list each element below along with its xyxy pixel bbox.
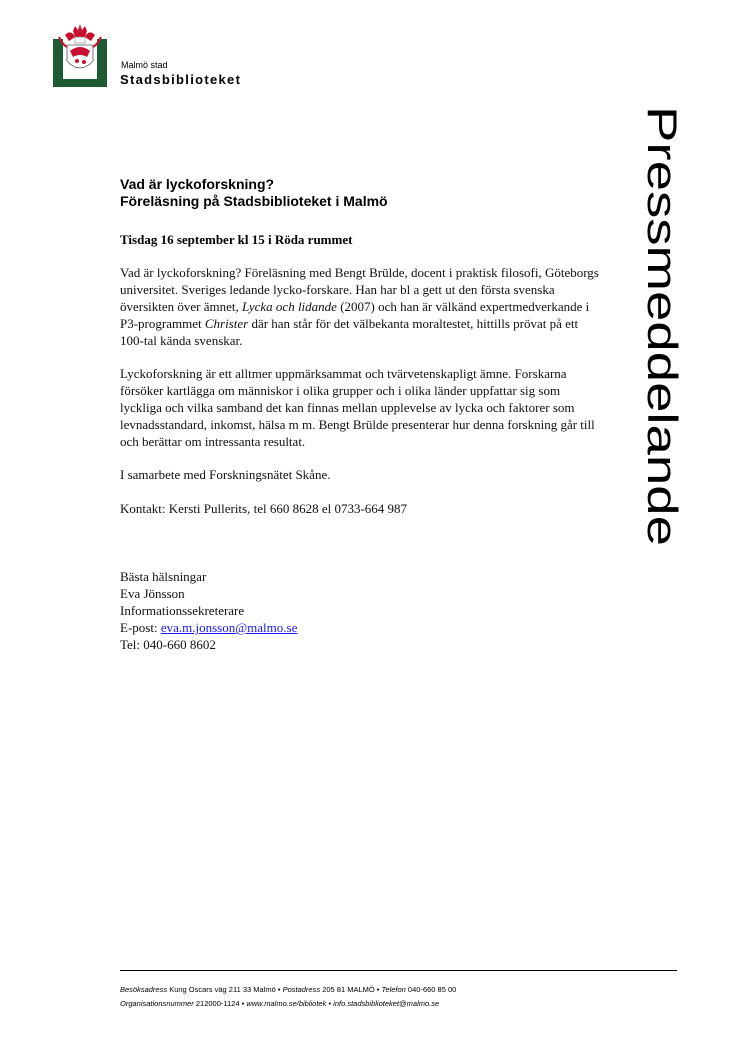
page-footer bbox=[120, 983, 456, 1011]
footer-separator: • bbox=[239, 999, 247, 1008]
intro-text-1: Vad är lyckoforskning? Föreläsning med Bengt Brülde, docent i praktisk filosofi, Göteborgs universitet. Sveriges ledande lycko-forskare. Han har bl a gett ut den första svenska översikten över ämnet, bbox=[120, 265, 599, 314]
orgnr-value: 212000-1124 bbox=[193, 999, 240, 1008]
org-name: Stadsbiblioteket bbox=[120, 72, 242, 87]
footer-separator: • bbox=[275, 985, 283, 994]
collaboration-text: I samarbete med Forskningsnätet Skåne. bbox=[120, 467, 331, 482]
contact-text: Kontakt: Kersti Pullerits, tel 660 8628 el 0733-664 987 bbox=[120, 501, 408, 516]
signer-phone: Tel: 040-660 8602 bbox=[120, 637, 216, 652]
visit-label: Besöksadress bbox=[120, 985, 168, 994]
footer-separator: • bbox=[326, 999, 334, 1008]
press-release-title bbox=[636, 106, 700, 546]
signer-name: Eva Jönsson bbox=[120, 586, 185, 601]
event-dateline: Tisdag 16 september kl 15 i Röda rummet bbox=[120, 232, 353, 247]
heading-line-2: Föreläsning på Stadsbiblioteket i Malmö bbox=[120, 193, 388, 209]
phone-label: Telefon bbox=[381, 985, 406, 994]
paragraph-intro bbox=[120, 264, 600, 349]
page-heading bbox=[120, 176, 388, 210]
post-label: Postadress bbox=[282, 985, 321, 994]
heading-line-1: Vad är lyckoforskning? bbox=[120, 176, 275, 192]
signature-block bbox=[120, 568, 297, 653]
footer-email[interactable]: info.stadsbiblioteket@malmo.se bbox=[333, 999, 440, 1008]
paragraph-collaboration bbox=[120, 466, 600, 483]
visit-address: Kung Oscars väg 211 33 Malmö bbox=[167, 985, 276, 994]
orgnr-label: Organisationsnummer bbox=[120, 999, 194, 1008]
press-release-title-text: Pressmeddelande bbox=[639, 106, 686, 445]
footer-phone: 040-660 85 00 bbox=[405, 985, 457, 994]
footer-divider bbox=[120, 970, 677, 971]
email-label: E-post: bbox=[120, 620, 161, 635]
footer-separator: • bbox=[374, 985, 382, 994]
org-city: Malmö stad bbox=[121, 60, 168, 70]
intro-text-2: (2007) och han är välkänd expertmedverkande i P3-programmet bbox=[120, 299, 590, 331]
signer-title: Informationssekreterare bbox=[120, 603, 245, 618]
footer-line-1 bbox=[120, 983, 456, 997]
paragraph-contact bbox=[120, 500, 600, 517]
email-link[interactable]: eva.m.jonsson@malmo.se bbox=[160, 620, 298, 635]
program-title: Christer bbox=[204, 316, 249, 331]
book-title: Lycka och lidande bbox=[242, 299, 337, 314]
intro-text-3: där han står för det välbekanta moraltestet, hittills prövat på ett 100-tal kända svenskar. bbox=[120, 316, 579, 348]
footer-line-2 bbox=[120, 997, 456, 1011]
footer-web[interactable]: www.malmo.se/bibliotek bbox=[246, 999, 327, 1008]
post-address: 205 81 MALMÖ bbox=[320, 985, 375, 994]
email-line bbox=[120, 619, 297, 636]
paragraph-research bbox=[120, 365, 600, 450]
malmo-stad-logo bbox=[53, 23, 107, 87]
greeting: Bästa hälsningar bbox=[120, 569, 207, 584]
research-text: Lyckoforskning är ett alltmer uppmärksammat och tvärvetenskapligt ämne. Forskarna försöker kartlägga om människor i olika grupper och i olika länder uppfattar sig som lyckliga och vilka samband det kan finnas mellan upplevelse av lycka och faktorer som levnadsstandard, inkomst, hälsa m m. Bengt Brülde presenterar hur denna forskning går till och berättar om intressanta resultat. bbox=[120, 366, 595, 449]
